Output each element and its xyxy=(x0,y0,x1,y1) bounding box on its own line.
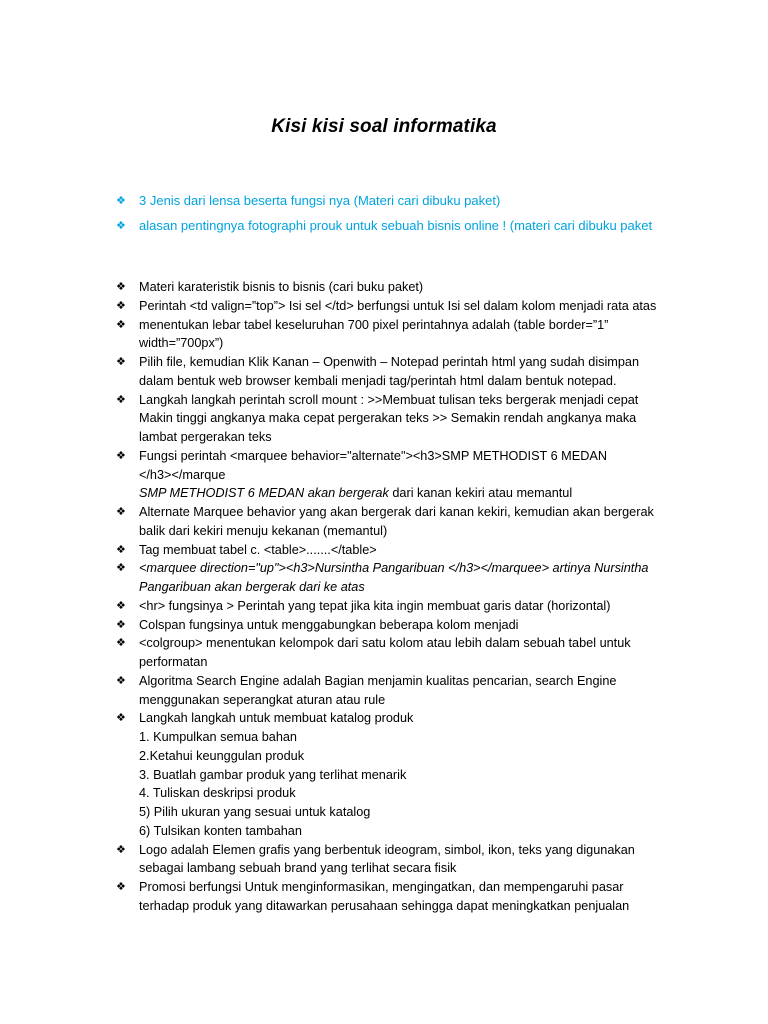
list-item xyxy=(0,391,768,447)
text-segment: terhadap produk yang ditawarkan perusahaan sehingga dapat meningkatkan penjualan xyxy=(139,898,630,913)
page-title: Kisi kisi soal informatika xyxy=(271,116,497,137)
text-segment: </h3></marque xyxy=(139,467,226,482)
list-item-line xyxy=(139,409,708,428)
text-segment: dari kanan kekiri atau memantul xyxy=(388,486,573,501)
text-segment: Algoritma Search Engine adalah Bagian menjamin kualitas pencarian, search Engine xyxy=(139,673,617,688)
list-item-line xyxy=(139,484,708,503)
list-item xyxy=(0,278,768,297)
list-item-line xyxy=(139,691,708,710)
diamond-bullet-icon: ❖ xyxy=(116,317,126,331)
blue-list-item xyxy=(0,192,768,217)
diamond-bullet-icon: ❖ xyxy=(116,448,126,462)
list-item-line xyxy=(139,428,708,447)
list-item-line xyxy=(139,372,708,391)
diamond-bullet-icon: ❖ xyxy=(116,880,126,893)
list-item-line xyxy=(139,766,708,785)
item-list xyxy=(0,278,768,916)
text-segment: menggunakan seperangkat aturan atau rule xyxy=(139,692,386,707)
text-segment: sebagai lambang sebuah brand yang terlihat secara fisik xyxy=(139,861,457,876)
list-item-line xyxy=(139,672,708,691)
diamond-bullet-icon: ❖ xyxy=(116,298,126,312)
list-item xyxy=(0,316,768,354)
text-segment: 3. Buatlah gambar produk yang terlihat menarik xyxy=(139,767,407,782)
list-item-line xyxy=(139,334,708,353)
list-item-line xyxy=(139,522,708,541)
text-segment: Pilih file, kemudian Klik Kanan – Openwith – Notepad perintah html yang sudah disimpan xyxy=(139,355,640,369)
list-item-line xyxy=(139,822,708,841)
text-segment: performatan xyxy=(139,655,208,669)
list-item-line xyxy=(139,447,708,466)
text-segment: 5) Pilih ukuran yang sesuai untuk katalog xyxy=(139,805,371,819)
text-segment: 2.Ketahui keunggulan produk xyxy=(139,748,305,763)
diamond-bullet-icon: ❖ xyxy=(116,194,126,207)
diamond-bullet-icon: ❖ xyxy=(116,711,126,725)
list-item-line xyxy=(139,859,708,878)
list-item-line xyxy=(139,503,708,522)
list-item xyxy=(0,353,768,391)
list-item xyxy=(0,559,768,597)
text-segment: SMP METHODIST 6 MEDAN akan bergerak xyxy=(139,486,389,501)
text-segment: Pangaribuan akan bergerak dari ke atas xyxy=(139,580,365,594)
text-segment: 4. Tuliskan deskripsi produk xyxy=(139,786,296,801)
list-item-line xyxy=(139,747,708,766)
text-segment: lambat pergerakan teks xyxy=(139,430,272,444)
text-segment: <marquee direction="up"><h3>Nursintha Pangaribuan </h3></marquee> artinya Nursintha xyxy=(139,561,649,576)
diamond-bullet-icon: ❖ xyxy=(116,505,126,518)
list-item-line xyxy=(139,841,708,860)
list-item-line xyxy=(139,297,708,316)
list-item xyxy=(0,541,768,560)
list-item-line xyxy=(139,728,708,747)
text-segment: <hr> fungsinya > Perintah yang tepat jika kita ingin membuat garis datar (horizontal) xyxy=(139,598,611,613)
text-segment: Colspan fungsinya untuk menggabungkan beberapa kolom menjadi xyxy=(139,617,519,632)
list-item-line xyxy=(139,391,708,410)
blue-list-item xyxy=(0,217,768,242)
list-item xyxy=(0,634,768,672)
list-item-line xyxy=(139,616,708,635)
list-item-line xyxy=(139,803,708,822)
list-item-line xyxy=(139,353,708,372)
list-item-line xyxy=(139,878,708,897)
list-item-line xyxy=(139,897,708,916)
diamond-bullet-icon: ❖ xyxy=(116,355,126,368)
diamond-bullet-icon: ❖ xyxy=(116,392,126,406)
diamond-bullet-icon: ❖ xyxy=(116,598,126,612)
diamond-bullet-icon: ❖ xyxy=(116,673,126,687)
blue-item-text: 3 Jenis dari lensa beserta fungsi nya (Materi cari dibuku paket) xyxy=(139,193,501,208)
list-item xyxy=(0,841,768,879)
list-item-line xyxy=(139,634,708,653)
diamond-bullet-icon: ❖ xyxy=(116,542,126,556)
list-item-line xyxy=(139,466,708,485)
list-item xyxy=(0,616,768,635)
diamond-bullet-icon: ❖ xyxy=(116,280,126,293)
list-item xyxy=(0,447,768,503)
text-segment: Makin tinggi angkanya maka cepat pergerakan teks >> Semakin rendah angkanya maka xyxy=(139,411,637,426)
list-item-line xyxy=(139,653,708,672)
text-segment: Langkah langkah untuk membuat katalog produk xyxy=(139,711,414,726)
list-item-line xyxy=(139,278,708,297)
list-item xyxy=(0,672,768,710)
list-item xyxy=(0,503,768,541)
list-item-line xyxy=(139,597,708,616)
text-segment: Perintah <td valign=”top”> Isi sel </td> berfungsi untuk Isi sel dalam kolom menjadi rata atas xyxy=(139,298,657,313)
diamond-bullet-icon: ❖ xyxy=(116,617,126,631)
diamond-bullet-icon: ❖ xyxy=(116,636,126,650)
list-item-line xyxy=(139,316,708,335)
list-item xyxy=(0,878,768,916)
text-segment: Promosi berfungsi Untuk menginformasikan, mengingatkan, dan mempengaruhi pasar xyxy=(139,880,624,894)
list-item-line xyxy=(139,578,708,597)
text-segment: Langkah langkah perintah scroll mount : >>Membuat tulisan teks bergerak menjadi cepat xyxy=(139,392,639,407)
text-segment: 6) Tulsikan konten tambahan xyxy=(139,823,302,838)
list-item xyxy=(0,709,768,840)
text-segment: Fungsi perintah <marquee behavior="alternate"><h3>SMP METHODIST 6 MEDAN xyxy=(139,448,607,463)
list-item-line xyxy=(139,541,708,560)
list-item xyxy=(0,597,768,616)
list-item-line xyxy=(139,559,708,578)
text-segment: dalam bentuk web browser kembali menjadi tag/perintah html dalam bentuk notepad. xyxy=(139,373,617,388)
blue-list xyxy=(0,192,768,242)
text-segment: <colgroup> menentukan kelompok dari satu kolom atau lebih dalam sebuah tabel untuk xyxy=(139,636,631,651)
list-item xyxy=(0,297,768,316)
text-segment: Alternate Marquee behavior yang akan bergerak dari kanan kekiri, kemudian akan bergerak xyxy=(139,505,654,519)
text-segment: Materi karateristik bisnis to bisnis (cari buku paket) xyxy=(139,280,424,294)
text-segment: 1. Kumpulkan semua bahan xyxy=(139,730,297,744)
text-segment: Tag membuat tabel c. <table>.......</table> xyxy=(139,542,377,557)
text-segment: balik dari kekiri menuju kekanan (memantul) xyxy=(139,523,388,538)
text-segment: Logo adalah Elemen grafis yang berbentuk ideogram, simbol, ikon, teks yang digunakan xyxy=(139,842,635,857)
diamond-bullet-icon: ❖ xyxy=(116,219,126,232)
blue-item-text: alasan pentingnya fotographi prouk untuk sebuah bisnis online ! (materi cari dibuku paket xyxy=(139,218,653,233)
diamond-bullet-icon: ❖ xyxy=(116,561,126,575)
list-item-line xyxy=(139,784,708,803)
diamond-bullet-icon: ❖ xyxy=(116,842,126,856)
text-segment: width=”700px”) xyxy=(139,336,224,351)
text-segment: menentukan lebar tabel keseluruhan 700 pixel perintahnya adalah (table border=”1” xyxy=(139,317,609,332)
list-item-line xyxy=(139,709,708,728)
